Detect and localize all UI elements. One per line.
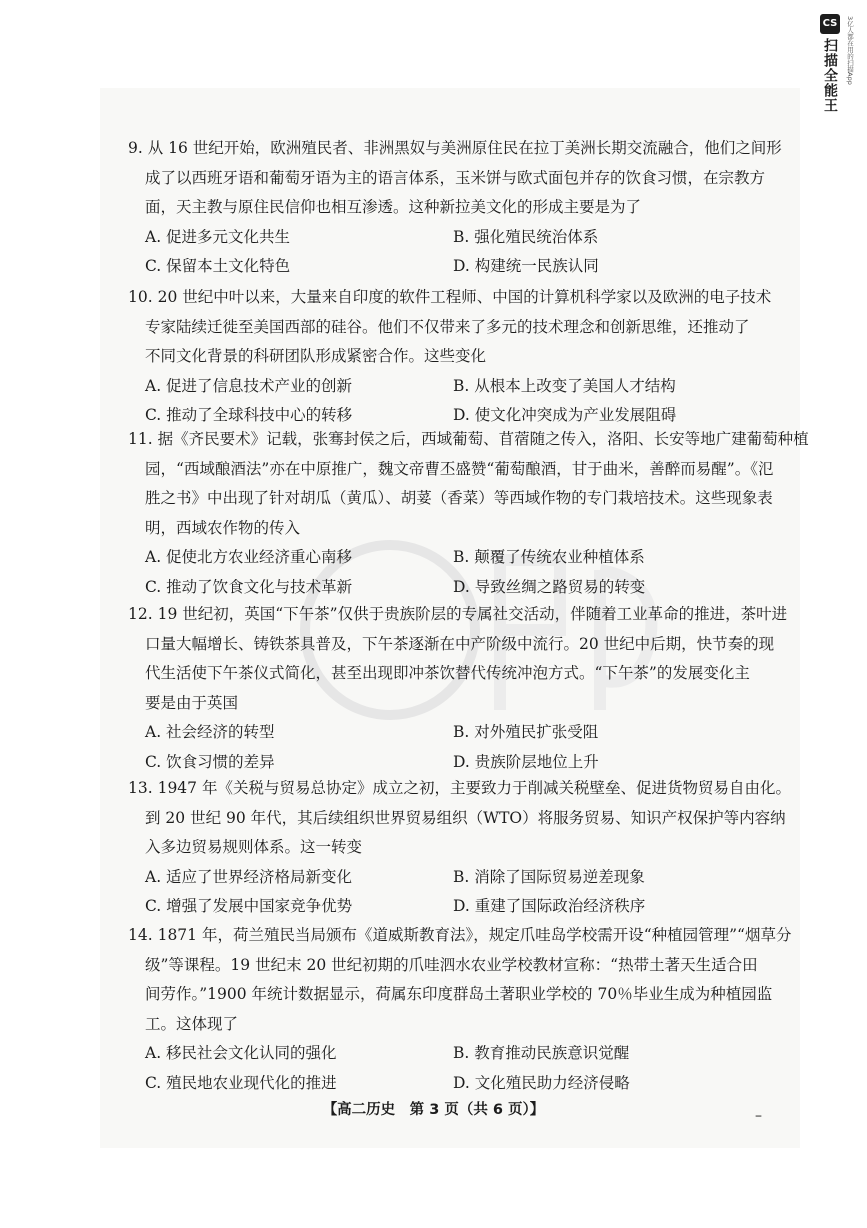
option-b: B. 教育推动民族意识觉醒 [453,1044,630,1062]
question-stem-line: 工。这体现了 [145,1014,239,1033]
option-row [128,863,780,893]
question-10 [128,283,780,431]
question-stem-line: 胜之书》中出现了针对胡瓜（黄瓜）、胡荽（香菜）等西域作物的专门栽培技术。这些现象表 [145,489,773,507]
question-14 [128,921,792,1098]
option-row [128,892,780,922]
option-a: A. 促进多元文化共生 [145,227,291,246]
question-9 [128,134,780,282]
option-d: D. 构建统一民族认同 [453,257,599,275]
question-11 [128,425,809,602]
option-c: C. 增强了发展中国家竞争优势 [145,897,353,915]
question-stem-line: 明，西域农作物的传入 [145,518,301,537]
option-b: B. 从根本上改变了美国人才结构 [453,376,676,395]
option-d: D. 贵族阶层地位上升 [453,752,599,771]
option-a: A. 适应了世界经济格局新变化 [145,867,353,886]
question-stem-line: 园，“西域酿酒法”亦在中原推广，魏文帝曹丕盛赞“葡萄酿酒，甘于曲米，善醉而易醒”。《氾 [145,459,774,478]
option-c: C. 保留本土文化特色 [145,257,291,275]
question-stem-line: 11. 据《齐民要术》记载，张骞封侯之后，西域葡萄、苜蓿随之传入，洛阳、长安等地广建葡萄种植 [128,430,809,448]
option-c: C. 饮食习惯的差异 [145,752,275,771]
question-stem-line: 不同文化背景的科研团队形成紧密合作。这些变化 [145,347,487,365]
footer-mark: – [755,1108,762,1124]
brand-name: 扫描全能王 [822,38,838,113]
option-b: B. 强化殖民统治体系 [453,227,599,246]
question-stem-line: 10. 20 世纪中叶以来，大量来自印度的软件工程师、中国的计算机科学家以及欧洲的电子技术 [128,288,772,306]
option-row [128,748,780,778]
option-row [128,252,780,282]
brand-slogan: 3亿人都在用的扫描App [846,16,854,85]
question-stem-line: 要是由于英国 [145,693,239,712]
option-d: D. 使文化冲突成为产业发展阻碍 [453,406,677,424]
option-b: B. 颠覆了传统农业种植体系 [453,548,645,566]
option-row [128,223,780,253]
question-stem-line: 口量大幅增长、铸铁茶具普及，下午茶逐渐在中产阶级中流行。20 世纪中后期，快节奏的现 [145,634,775,653]
question-stem-line: 13. 1947 年《关税与贸易总协定》成立之初，主要致力于削减关税壁垒、促进货物贸易自由化。 [128,779,791,797]
option-a: A. 促进了信息技术产业的创新 [145,376,353,395]
question-13 [128,774,791,922]
option-b: B. 消除了国际贸易逆差现象 [453,867,645,886]
option-row [128,573,780,603]
question-stem-line: 入多边贸易规则体系。这一转变 [145,838,363,856]
option-a: A. 移民社会文化认同的强化 [145,1044,337,1062]
option-row [128,718,780,748]
question-stem-line: 专家陆续迁徙至美国西部的硅谷。他们不仅带来了多元的技术理念和创新思维，还推动了 [145,317,750,336]
option-row [128,1069,780,1099]
question-stem-line: 到 20 世纪 90 年代，其后续组织世界贸易组织（WTO）将服务贸易、知识产权保护等内容纳 [145,808,786,827]
option-d: D. 文化殖民助力经济侵略 [453,1073,630,1092]
question-stem-line: 9. 从 16 世纪开始，欧洲殖民者、非洲黑奴与美洲原住民在拉丁美洲长期交流融合，他们之间形 [128,139,782,157]
question-stem-line: 代生活使下午茶仪式简化，甚至出现即冲茶饮替代传统冲泡方式。“下午茶”的发展变化主 [145,664,750,682]
question-stem-line: 12. 19 世纪初，英国“下午茶”仅供于贵族阶层的专属社交活动，伴随着工业革命的推进，茶叶进 [128,605,788,623]
option-b: B. 对外殖民扩张受阻 [453,723,599,741]
option-c: C. 殖民地农业现代化的推进 [145,1073,337,1092]
option-row [128,1039,780,1069]
question-stem-line: 级”等课程。19 世纪末 20 世纪初期的爪哇泗水农业学校教材宣称：“热带土著天生适合田 [145,955,758,974]
question-stem-line: 成了以西班牙语和葡萄牙语为主的语言体系，玉米饼与欧式面包并存的饮食习惯，在宗教方 [145,168,766,187]
option-a: A. 社会经济的转型 [145,723,275,741]
question-stem-line: 14. 1871 年，荷兰殖民当局颁布《道威斯教育法》，规定爪哇岛学校需开设“种植园管理”“烟草分 [128,926,792,944]
option-a: A. 促使北方农业经济重心南移 [145,548,353,566]
option-row [128,372,780,402]
question-stem-line: 间劳作。”1900 年统计数据显示，荷属东印度群岛土著职业学校的 70％毕业生成为种植园监 [145,985,773,1003]
page-footer: 【高二历史 第 3 页（共 6 页）】 [322,1102,545,1118]
option-c: C. 推动了饮食文化与技术革新 [145,577,353,596]
option-row [128,543,780,573]
scanner-brand [818,14,858,124]
question-12 [128,600,788,777]
camscanner-logo-icon: CS [820,14,840,34]
question-stem-line: 面，天主教与原住民信仰也相互渗透。这种新拉美文化的形成主要是为了 [145,198,642,216]
option-d: D. 导致丝绸之路贸易的转变 [453,577,646,596]
option-d: D. 重建了国际政治经济秩序 [453,897,646,915]
option-c: C. 推动了全球科技中心的转移 [145,406,353,424]
